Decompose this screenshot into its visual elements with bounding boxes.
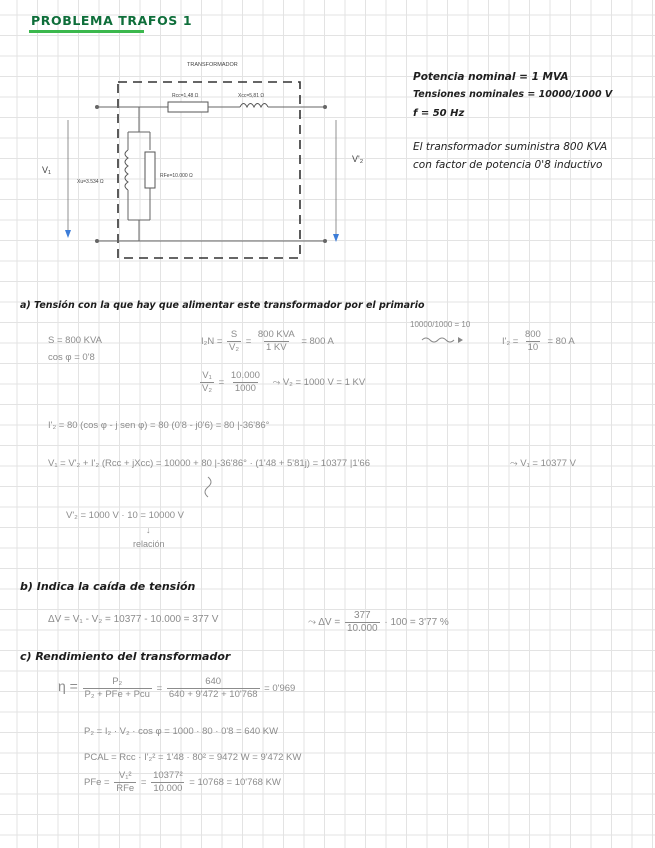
v2p-calc: V'₂ = 1000 V · 10 = 10000 V xyxy=(66,510,185,521)
v2p-label: V'₂ xyxy=(352,154,364,164)
voltage-drop-percent: ⤳ ΔV = $\frac{377}{10.000}$ · 100 = 3'77 % xyxy=(308,610,449,634)
xu-label: Xu=3.534 Ω xyxy=(77,179,104,185)
brace-arrow xyxy=(200,475,216,503)
i2p-equation: I'₂ = $\frac{800}{10}$ = 80 A xyxy=(502,329,575,353)
current-phasor-equation: I'₂ = 80 (cos φ - j sen φ) = 80 (0'8 - j0'6) = 80 |-36'86° xyxy=(48,420,270,431)
v1-label: V₁ xyxy=(42,165,52,175)
pfe-equation: PFe = $\frac{\text{V₁²}}{\text{RFe}}$ = $\frac{\text{10377²}}{10.000}$ = 10768 = 10'768 KW xyxy=(84,770,281,794)
voltage-drop-equation: ΔV = V₁ - V₂ = 10377 - 10.000 = 377 V xyxy=(48,614,219,625)
page-title: PROBLEMA TRAFOS 1 xyxy=(31,13,193,28)
spec-supply: El transformador suministra 800 KVA xyxy=(413,141,608,153)
spec-power: Potencia nominal = 1 MVA xyxy=(413,71,569,83)
v2p-arrow xyxy=(333,234,339,242)
relacion-label: relación xyxy=(133,539,165,549)
part-b-heading: b) Indica la caída de tensión xyxy=(20,580,196,593)
i2n-equation: I₂N = $\frac{S}{\text{V₂}}$ = $\frac{\text{800 KVA}}{1 KV}$ = 800 A xyxy=(201,329,334,353)
spec-power-factor: con factor de potencia 0'8 inductivo xyxy=(413,159,603,171)
circuit-label: TRANSFORMADOR xyxy=(187,62,238,68)
down-arrow: ↓ xyxy=(146,525,151,535)
rcc-resistor xyxy=(168,102,208,112)
spec-voltages: Tensiones nominales = 10000/1000 V xyxy=(413,89,613,100)
rfe-label: RFe=10.000 Ω xyxy=(160,173,193,179)
rfe-resistor xyxy=(145,152,155,188)
xcc-inductor xyxy=(240,104,268,108)
s-value: S = 800 KVA xyxy=(48,335,102,346)
v1-arrow xyxy=(65,230,71,238)
pcu-equation: PCAL = Rcc · I'₂² = 1'48 · 80² = 9472 W = 9'472 KW xyxy=(84,752,302,763)
v1-result: ⤳ V₁ = 10377 V xyxy=(510,458,577,469)
cos-value: cos φ = 0'8 xyxy=(48,352,95,363)
part-a-heading: a) Tensión con la que hay que alimentar este transformador por el primario xyxy=(20,300,425,311)
voltage-ratio-equation: $\frac{\text{V₁}}{\text{V₂}}$ = $\frac{10.000}{1000}$ ⤳ V₂ = 1000 V = 1 KV xyxy=(202,370,366,394)
xu-inductor xyxy=(125,150,128,190)
xcc-label: Xcc=5,81 Ω xyxy=(238,93,265,99)
rcc-label: Rcc=1,48 Ω xyxy=(172,93,199,99)
voltage-phasor-equation: V₁ = V'₂ + I'₂ (Rcc + jXcc) = 10000 + 80 |-36'86° · (1'48 + 5'81j) = 10377 |1'66 xyxy=(48,458,370,469)
spec-frequency: f = 50 Hz xyxy=(413,108,465,119)
squiggle-arrow xyxy=(420,336,464,344)
p2-equation: P₂ = I₂ · V₂ · cos φ = 1000 · 80 · 0'8 = 640 KW xyxy=(84,726,279,737)
title-underline xyxy=(29,30,144,33)
part-c-heading: c) Rendimiento del transformador xyxy=(20,650,231,663)
transformer-circuit xyxy=(0,50,400,270)
ratio-note: 10000/1000 = 10 xyxy=(410,320,471,329)
efficiency-equation: η = $\frac{\text{P₂}}{\text{P₂ + PFe + Pcu}}$ = $\frac{640}{640 + 9'472 + 10'768}$ = 0'969 xyxy=(58,676,296,700)
